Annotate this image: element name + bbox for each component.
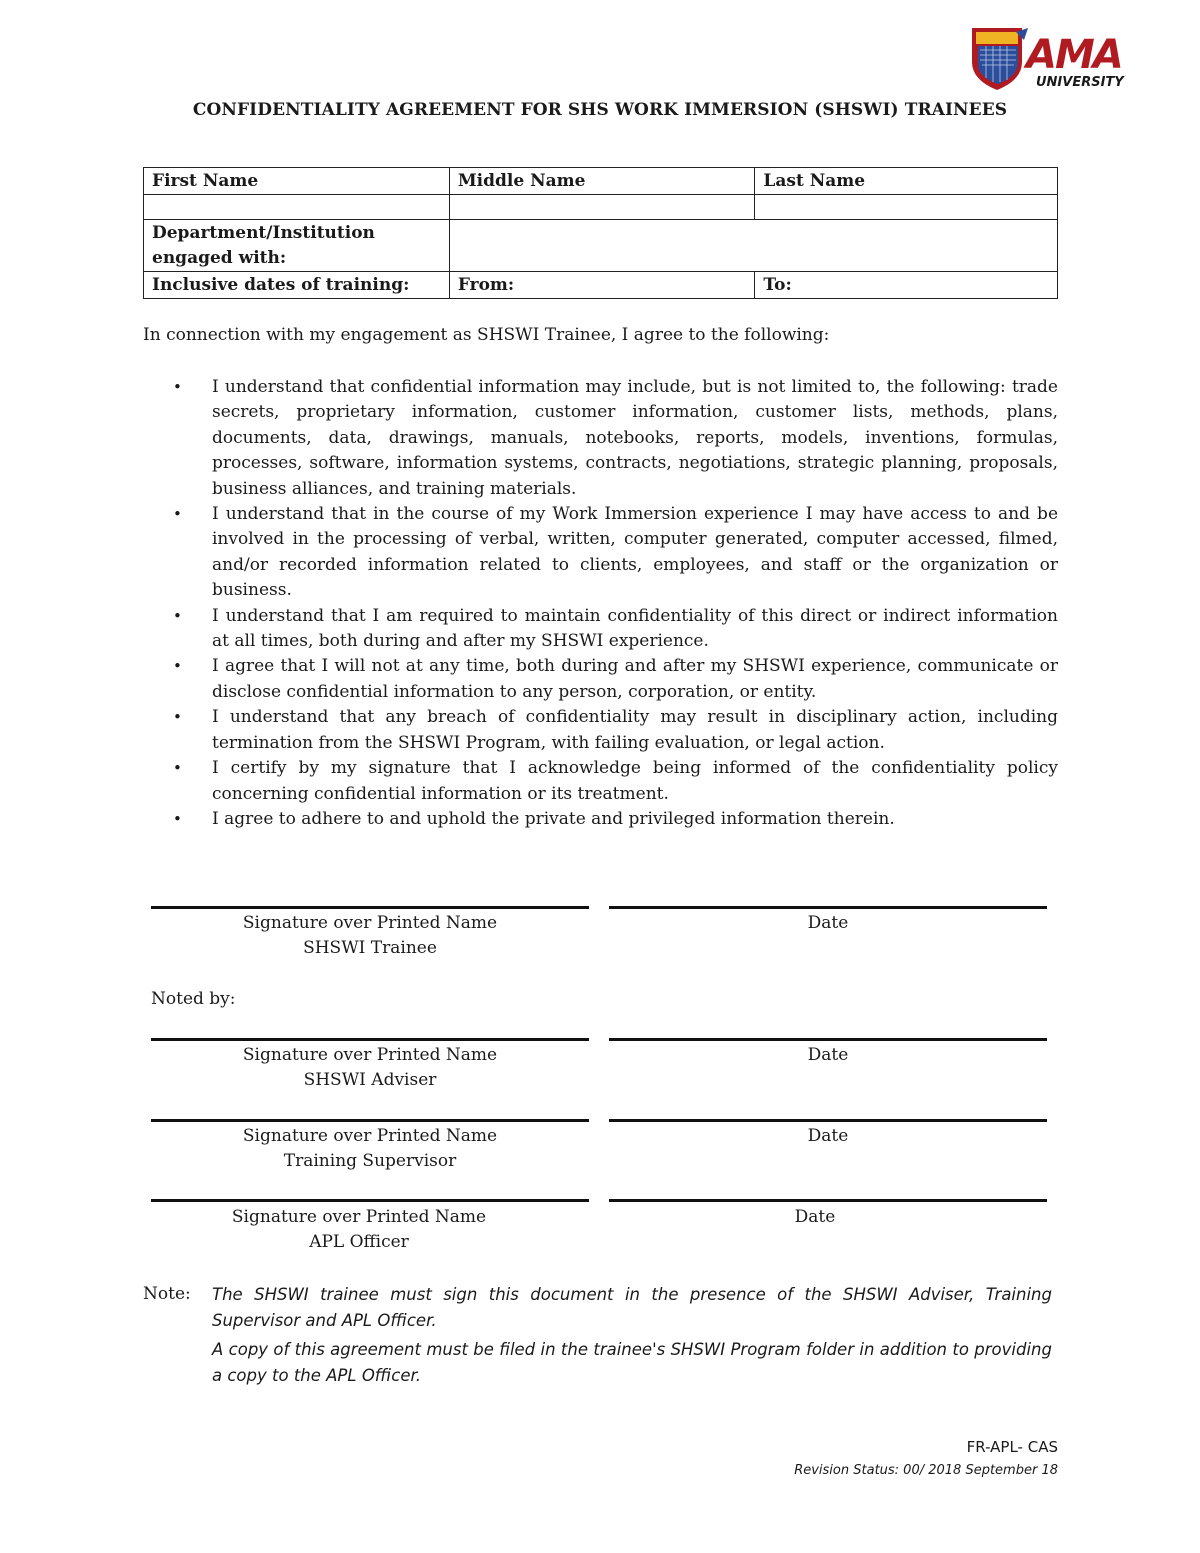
list-item: • I understand that I am required to maintain confidentiality of this direct or indirect information at all times, both during and after my SHSWI experience.: [173, 605, 1058, 652]
list-item: • I understand that any breach of confidentiality may result in disciplinary action, including termination from the SHSWI Program, with failing evaluation, or legal action.: [173, 707, 1058, 753]
bullet-icon: •: [173, 708, 182, 727]
adviser-date-caption: Date: [807, 1045, 849, 1065]
adviser-signature-caption: Signature over Printed Name SHSWI Adviser: [151, 1043, 589, 1093]
department-field[interactable]: [449, 220, 1057, 272]
bullet-icon: •: [173, 657, 182, 676]
last-name-field[interactable]: [755, 195, 1058, 220]
document-title: CONFIDENTIALITY AGREEMENT FOR SHS WORK IMMERSION (SHSWI) TRAINEES: [192, 100, 1008, 120]
supervisor-signature-caption: Signature over Printed Name Training Supervisor: [151, 1124, 589, 1174]
middle-name-label: Middle Name: [449, 168, 755, 195]
trainee-signature-caption: Signature over Printed Name SHSWI Trainee: [151, 911, 589, 961]
form-code: FR-APL- CAS: [966, 1438, 1058, 1456]
terms-list: [143, 375, 1058, 832]
svg-text:AMA: AMA: [1026, 32, 1122, 78]
from-field[interactable]: From:: [449, 272, 755, 299]
adviser-date-line[interactable]: [609, 1038, 1047, 1041]
bullet-icon: •: [173, 809, 182, 828]
adviser-role: SHSWI Adviser: [303, 1070, 437, 1090]
list-item: • I certify by my signature that I acknowledge being informed of the confidentiality policy concerning confidential information or its treatment.: [173, 758, 1058, 804]
list-item: • I agree to adhere to and uphold the private and privileged information therein.: [143, 807, 1058, 832]
dates-label: Inclusive dates of training:: [144, 272, 450, 299]
department-label: Department/Institution engaged with:: [144, 220, 450, 272]
last-name-label: Last Name: [755, 168, 1058, 195]
department-row: [144, 220, 1058, 272]
supervisor-date-line[interactable]: [609, 1119, 1047, 1122]
first-name-label: First Name: [144, 168, 450, 195]
dates-row: [144, 272, 1058, 299]
list-item: • I understand that in the course of my Work Immersion experience I may have access to and be involved in the processing of verbal, written, computer generated, computer accessed, filmed, and/or recorded information related to clients, employees, and staff or the organization or business.: [173, 504, 1058, 601]
trainee-signature-line[interactable]: [151, 906, 589, 909]
apl-signature-caption: Signature over Printed Name APL Officer: [130, 1205, 588, 1255]
list-item: • I agree that I will not at any time, both during and after my SHSWI experience, communicate or disclose confidential information to any person, corporation, or entity.: [173, 656, 1058, 702]
middle-name-field[interactable]: [449, 195, 755, 220]
intro-text: In connection with my engagement as SHSWI Trainee, I agree to the following:: [143, 325, 830, 345]
ama-shield-icon: [966, 22, 1126, 92]
bullet-icon: •: [173, 759, 182, 778]
note-line-1: The SHSWI trainee must sign this document in the presence of the SHSWI Adviser, Training Supervisor and APL Officer.: [212, 1285, 1052, 1330]
supervisor-signature-line[interactable]: [151, 1119, 589, 1122]
bullet-icon: •: [173, 378, 182, 396]
revision-status: Revision Status: 00/ 2018 September 18: [794, 1463, 1058, 1478]
note-label: Note:: [143, 1284, 191, 1304]
trainee-info-table: [143, 167, 1058, 299]
note-line-2: A copy of this agreement must be filed in the trainee's SHSWI Program folder in addition to providing a copy to the APL Officer.: [212, 1340, 1052, 1385]
noted-by-label: Noted by:: [151, 989, 236, 1009]
svg-text:UNIVERSITY: UNIVERSITY: [1036, 75, 1124, 90]
apl-signature-line[interactable]: [151, 1199, 589, 1202]
apl-date-caption: Date: [794, 1207, 836, 1227]
list-item: • I understand that confidential information may include, but is not limited to, the following: trade secrets, proprietary information, customer information, customer lists, methods, plans, documents, data, drawings, manuals, notebooks, reports, models, inventions, formulas, processes, software, information systems, contracts, negotiations, strategic planning, proposals, business alliances, and training materials.: [173, 377, 1058, 499]
to-field[interactable]: To:: [755, 272, 1058, 299]
first-name-field[interactable]: [144, 195, 450, 220]
supervisor-role: Training Supervisor: [283, 1151, 457, 1171]
apl-date-line[interactable]: [609, 1199, 1047, 1202]
trainee-date-caption: Date: [807, 913, 849, 933]
trainee-date-line[interactable]: [609, 906, 1047, 909]
ama-university-logo: [966, 22, 1126, 92]
adviser-signature-line[interactable]: [151, 1038, 589, 1041]
table-header-row: [144, 168, 1058, 195]
trainee-role: SHSWI Trainee: [303, 938, 437, 958]
bullet-icon: •: [173, 606, 182, 625]
name-values-row: [144, 195, 1058, 220]
supervisor-date-caption: Date: [807, 1126, 849, 1146]
apl-role: APL Officer: [309, 1232, 409, 1252]
bullet-icon: •: [173, 505, 182, 524]
